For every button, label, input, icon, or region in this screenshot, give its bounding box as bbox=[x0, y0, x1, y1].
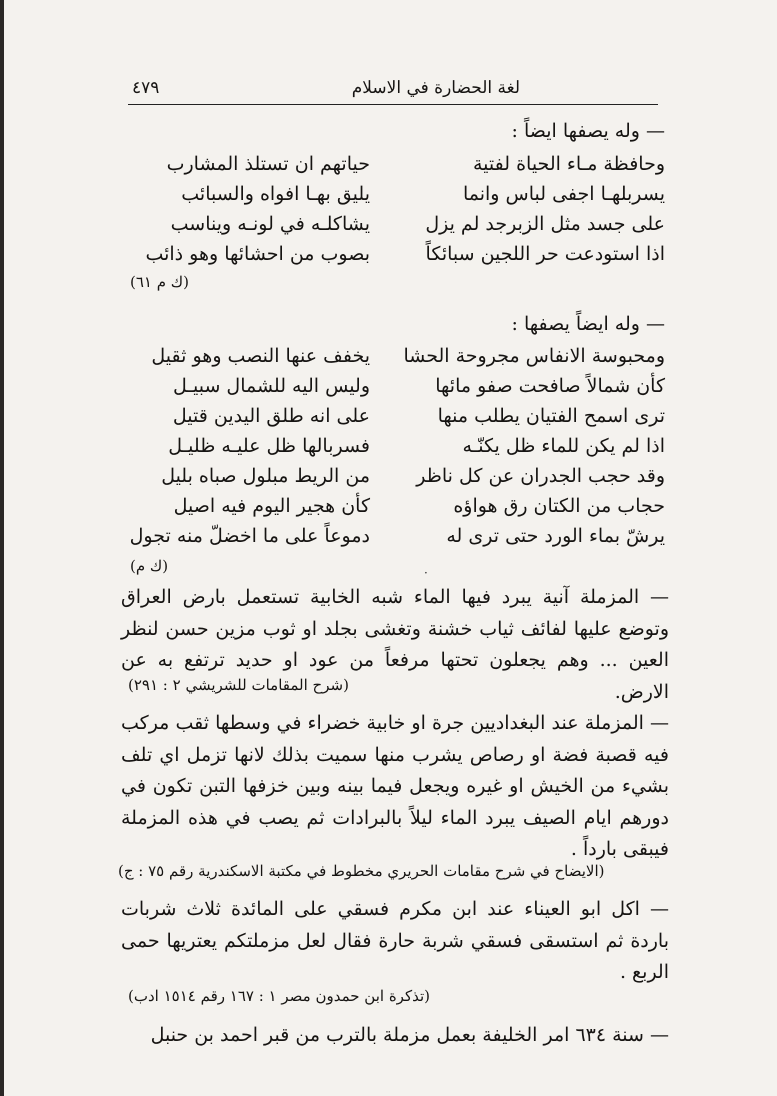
verse-first-hemistich: اذا استودعت حر اللجين سبائكاً bbox=[425, 243, 665, 265]
verse-second-hemistich: يخفف عنها النصب وهو ثقيل bbox=[151, 345, 370, 367]
verse-first-hemistich: اذا لم يكن للماء ظل يكنّـه bbox=[462, 435, 665, 457]
paragraph-muzammala-definition: — المزملة آنية يبرد فيها الماء شبه الخابية تستعمل بارض العراق وتوضع عليها لفائف ثياب خشنة وتغشى بجلد او ثوب مزين حسن لنظر العين ... وهم يجعلون تحتها مرفعاً من عود او حديد ترتفع به عن الارض. bbox=[121, 586, 669, 703]
verse-second-hemistich: يليق بهـا افواه والسبائب bbox=[181, 183, 370, 205]
verse-first-hemistich: ترى اسمح الفتيان يطلب منها bbox=[437, 405, 665, 427]
verse-first-hemistich: على جسد مثل الزبرجد لم يزل bbox=[425, 213, 665, 235]
verse-second-hemistich: من الريط مبلول صباه بليل bbox=[161, 465, 370, 487]
page-number: ٤٧٩ bbox=[132, 78, 160, 98]
paragraph-source: (تذكرة ابن حمدون مصر ١ : ١٦٧ رقم ١٥١٤ ادب) bbox=[128, 987, 430, 1005]
section2-intro: — وله ايضاً يصفها : bbox=[511, 313, 665, 335]
paragraph-baghdad-muzammala: — المزملة عند البغداديين جرة او خابية خضراء في وسطها ثقب مركب فيه قصبة فضة او رصاص يشرب منها سميت بذلك لانها تزمل اي تلف بشيء من الخيش او غيره ويجعل فيما بينه وبين خزفها التبن تكون في دورهم ايام الصيف يبرد الماء ليلاً بالبرادات ثم يصب في هذه المزملة فيبقى بارداً . bbox=[121, 712, 669, 860]
paragraph-abu-al-aynaa: — اكل ابو العيناء عند ابن مكرم فسقي على المائدة ثلاث شربات باردة ثم استسقى فسقي شربة حارة فقال لعل مزملتكم يعتريها حمى الربع . bbox=[121, 898, 669, 983]
section1-source: (ك م ٦١) bbox=[130, 273, 190, 291]
header-rule bbox=[128, 104, 658, 105]
paragraph-year-634: — سنة ٦٣٤ امر الخليفة بعمل مزملة بالترب من قبر احمد بن حنبل bbox=[150, 1024, 669, 1046]
paragraph-source: (الايضاح في شرح مقامات الحريري مخطوط في مكتبة الاسكندرية رقم ٧٥ : ج) bbox=[118, 862, 605, 880]
verse-second-hemistich: بصوب من احشائها وهو ذائب bbox=[145, 243, 370, 265]
verse-second-hemistich: فسربالها ظل عليـه ظليـل bbox=[168, 435, 370, 457]
verse-second-hemistich: كأن هجير اليوم فيه اصيل bbox=[173, 495, 370, 517]
page-header bbox=[120, 78, 650, 104]
verse-second-hemistich: على انه طلق اليدين قتيل bbox=[172, 405, 370, 427]
verse-first-hemistich: يسربلهـا اجفى لباس وانما bbox=[462, 183, 665, 205]
verse-first-hemistich: حجاب من الكتان رق هواؤه bbox=[453, 495, 665, 517]
verse-first-hemistich: وقد حجب الجدران عن كل ناظر bbox=[416, 465, 665, 487]
section2-source: (ك م) bbox=[130, 557, 169, 575]
verse-first-hemistich: يرشّ بماء الورد حتى ترى له bbox=[446, 525, 665, 547]
section1-intro: — وله يصفها ايضاً : bbox=[511, 120, 665, 142]
verse-first-hemistich: ومحبوسة الانفاس مجروحة الحشا bbox=[403, 345, 665, 367]
verse-second-hemistich: يشاكلـه في لونـه ويناسب bbox=[170, 213, 370, 235]
verse-second-hemistich: حياتهم ان تستلذ المشارب bbox=[166, 153, 370, 175]
scan-speck: · bbox=[424, 566, 428, 580]
verse-first-hemistich: وحافظة مـاء الحياة لفتية bbox=[472, 153, 665, 175]
verse-second-hemistich: وليس اليه للشمال سبيـل bbox=[173, 375, 370, 397]
verse-second-hemistich: دموعاً على ما اخضلّ منه تجول bbox=[129, 525, 370, 547]
running-title: لغة الحضارة في الاسلام bbox=[351, 78, 520, 98]
page-edge bbox=[0, 0, 4, 1096]
paragraph-source: (شرح المقامات للشريشي ٢ : ٢٩١) bbox=[128, 676, 349, 694]
verse-first-hemistich: كأن شمالاً صافحت صفو مائها bbox=[435, 375, 665, 397]
